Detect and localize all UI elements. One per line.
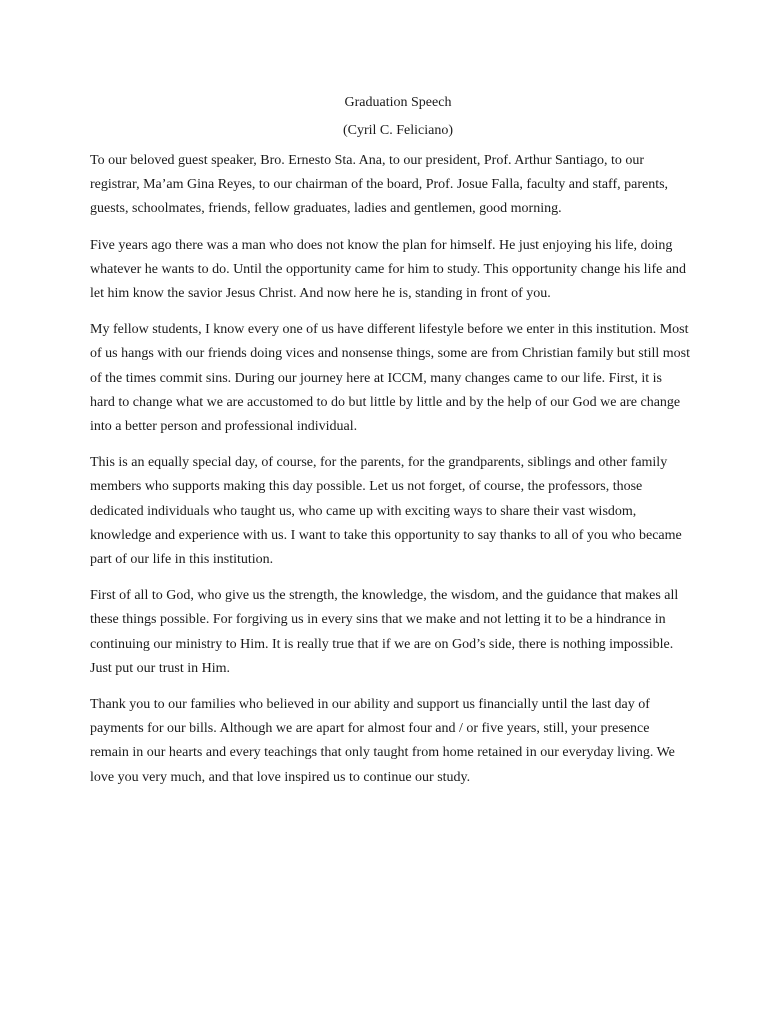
paragraph-fellow-students: My fellow students, I know every one of us have different lifestyle before we enter in this institution. Most of us hangs with our friends doing vices and nonsense things, some are from Christian family but still most of the times commit sins. During our journey here at ICCM, many changes came to our life. First, it is hard to change what we are accustomed to do but little by little and by the help of our God we are change into a better person and professional individual. [90, 322, 690, 435]
document-author: (Cyril C. Feliciano) [342, 123, 454, 138]
paragraph-thanks-god: First of all to God, who give us the strength, the knowledge, the wisdom, and the guidance that makes all these things possible. For forgiving us in every sins that we make and not letting it to be a hindrance in continuing our ministry to Him. It is really true that if we are on God’s side, there is nothing impossible. Just put our trust in Him. [90, 588, 679, 676]
paragraph-five-years-ago: Five years ago there was a man who does not know the plan for himself. He just enjoying his life, doing whatever he wants to do. Until the opportunity came for him to study. This opportunity change his life and let him know the savior Jesus Christ. And now here he is, standing in front of you. [90, 237, 687, 302]
document-title: Graduation Speech [344, 95, 452, 110]
paragraph-thanks-families: Thank you to our families who believed in our ability and support us financially until the last day of payments for our bills. Although we are apart for almost four and / or five years, still, your presence remain in our hearts and every teachings that only taught from home retained in our everyday living. We love you very much, and that love inspired us to continue our study. [90, 697, 675, 785]
paragraph-special-day: This is an equally special day, of course, for the parents, for the grandparents, siblings and other family members who supports making this day possible. Let us not forget, of course, the professors, those dedicated individuals who taught us, who came up with exciting ways to share their vast wisdom, knowledge and experience with us. I want to take this opportunity to say thanks to all of you who became part of our life in this institution. [90, 455, 682, 568]
speech-body [90, 149, 690, 802]
paragraph-greeting: To our beloved guest speaker, Bro. Ernesto Sta. Ana, to our president, Prof. Arthur Santiago, to our registrar, Ma’am Gina Reyes, to our chairman of the board, Prof. Josue Falla, faculty and staff, parents, guests, schoolmates, friends, fellow graduates, ladies and gentlemen, good morning. [90, 153, 669, 217]
